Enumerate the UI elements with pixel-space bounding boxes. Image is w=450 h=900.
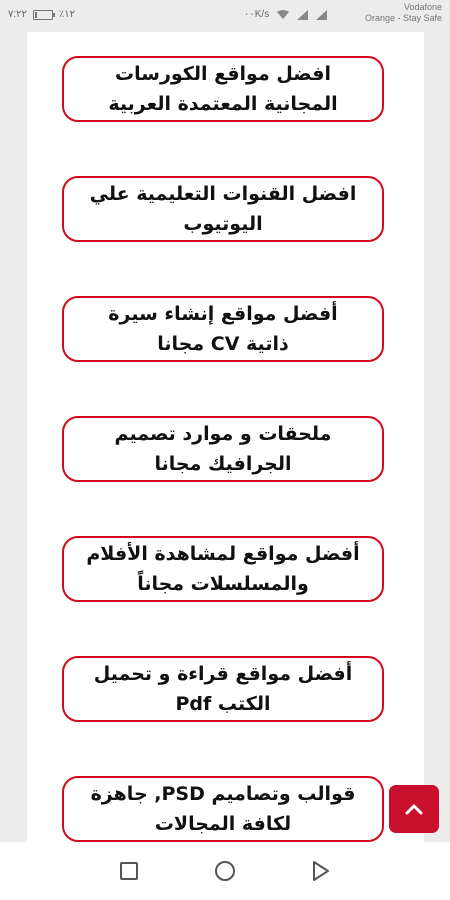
link-free-movies-series-sites[interactable] — [62, 536, 384, 602]
link-line-2: اليوتيوب — [183, 213, 263, 235]
link-line-2: لكافة المجالات — [154, 813, 292, 835]
link-text — [86, 539, 359, 599]
wifi-icon — [277, 10, 289, 20]
clock: ٧:٢٢ — [8, 9, 27, 20]
status-bar — [0, 0, 450, 32]
link-youtube-educational-channels[interactable] — [62, 176, 384, 242]
link-line-1: افضل مواقع الكورسات — [115, 63, 331, 85]
square-icon — [119, 861, 139, 881]
link-line-2: الجرافيك مجانا — [154, 453, 292, 475]
back-button[interactable] — [309, 859, 333, 883]
link-text — [108, 59, 337, 119]
link-line-1: أفضل مواقع قراءة و تحميل — [93, 663, 353, 685]
link-text — [94, 659, 353, 719]
signal-icon — [297, 10, 308, 20]
link-free-cv-builders[interactable] — [62, 296, 384, 362]
link-line-1: أفضل مواقع لمشاهدة الأفلام — [86, 543, 360, 565]
link-psd-templates[interactable] — [62, 776, 384, 842]
status-left — [8, 9, 75, 20]
link-text — [91, 779, 356, 839]
battery-icon — [33, 10, 53, 20]
scroll-to-top-button[interactable] — [389, 785, 439, 833]
link-line-1: افضل القنوات التعليمية علي — [89, 183, 357, 205]
navigation-bar — [0, 842, 450, 900]
triangle-back-icon — [311, 860, 331, 882]
link-free-arabic-courses[interactable] — [62, 56, 384, 122]
link-text — [90, 179, 357, 239]
battery-fill — [35, 12, 37, 18]
signal-icon-secondary — [316, 10, 327, 20]
status-indicators — [244, 9, 327, 20]
recents-button[interactable] — [117, 859, 141, 883]
link-line-1: أفضل مواقع إنشاء سيرة — [108, 303, 338, 325]
link-line-2: والمسلسلات مجاناً — [137, 573, 309, 595]
battery-percent: ٪١٢ — [58, 9, 76, 20]
link-line-2: ذاتية CV مجانا — [157, 333, 289, 355]
link-free-graphic-design-resources[interactable] — [62, 416, 384, 482]
carrier-slogan: Orange - Stay Safe — [364, 13, 442, 23]
circle-icon — [214, 860, 236, 882]
link-line-2: المجانية المعتمدة العربية — [108, 93, 338, 115]
carrier-info — [365, 2, 442, 24]
home-button[interactable] — [213, 859, 237, 883]
link-line-2: الكتب Pdf — [175, 693, 271, 715]
link-pdf-books-sites[interactable] — [62, 656, 384, 722]
network-speed: ٠٠K/s — [244, 9, 270, 20]
link-line-1: ملحقات و موارد تصميم — [114, 423, 332, 445]
link-text — [108, 299, 337, 359]
link-line-1: قوالب وتصاميم PSD, جاهزة — [90, 783, 356, 805]
chevron-up-icon — [405, 803, 423, 815]
page-content — [27, 32, 424, 842]
carrier-name: Vodafone — [403, 2, 442, 12]
link-text — [115, 419, 332, 479]
